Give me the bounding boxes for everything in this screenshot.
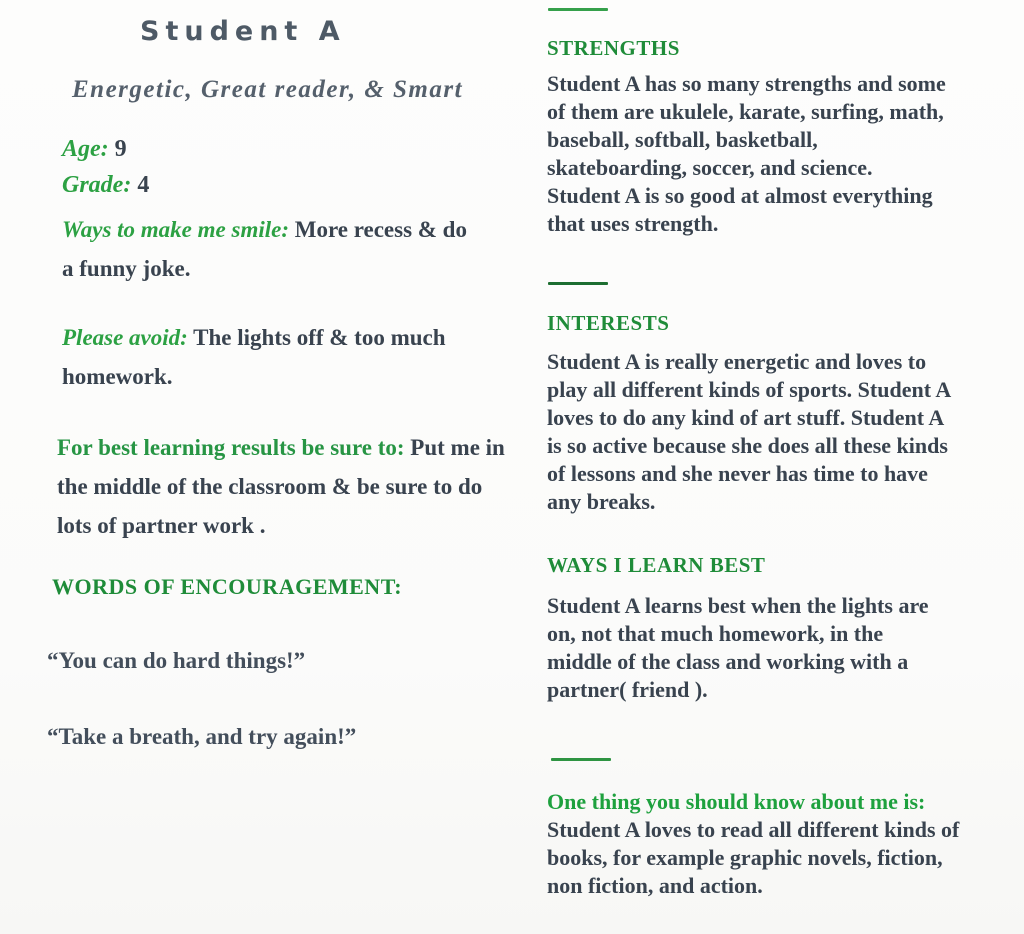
encouragement-quote-2: “Take a breath, and try again!”: [47, 724, 357, 749]
interests-heading: INTERESTS: [547, 311, 670, 335]
one-thing-paragraph: [547, 788, 971, 900]
smile-value: More recess & do a funny joke.: [62, 217, 467, 281]
strengths-paragraph: Student A has so many strengths and some of them are ukulele, karate, surfing, math, baseball, softball, basketball, skateboarding, soccer, and science. Student A is so good at almost everything that uses strength.: [547, 71, 946, 236]
age-field: [62, 136, 127, 163]
grade-value: 4: [137, 172, 150, 198]
learning-results-field: [57, 428, 509, 545]
interests-paragraph: Student A is really energetic and loves to play all different kinds of sports. Student A loves to do any kind of art stuff. Student A is so active because she does all these kinds of lessons and she never has time to have any breaks.: [547, 349, 951, 514]
encouragement-heading: WORDS OF ENCOURAGEMENT:: [52, 574, 403, 599]
grade-label: Grade:: [62, 172, 132, 198]
one-thing-value: Student A loves to read all different kinds of books, for example graphic novels, fiction, non fiction, and action.: [547, 817, 960, 898]
avoid-label: Please avoid:: [62, 325, 188, 350]
section-divider-interests: [548, 282, 608, 285]
page-title: Student A: [140, 16, 346, 47]
learning-results-value: Put me in the middle of the classroom & be sure to do lots of partner work .: [57, 435, 505, 538]
age-label: Age:: [62, 136, 109, 162]
smile-field: [62, 210, 484, 288]
ways-i-learn-best-heading: WAYS I LEARN BEST: [547, 553, 766, 577]
student-traits: Energetic, Great reader, & Smart: [72, 76, 464, 103]
section-divider-one-thing: [551, 758, 611, 761]
smile-label: Ways to make me smile:: [62, 217, 289, 242]
learning-results-label: For best learning results be sure to:: [57, 435, 405, 460]
age-value: 9: [114, 136, 127, 162]
avoid-value: The lights off & too much homework.: [62, 325, 446, 389]
encouragement-quote-1: “You can do hard things!”: [47, 648, 306, 673]
section-divider-top: [548, 8, 608, 11]
strengths-heading: STRENGTHS: [547, 36, 680, 60]
avoid-field: [62, 318, 484, 396]
ways-i-learn-best-paragraph: Student A learns best when the lights are on, not that much homework, in the middle of the class and working with a partner( friend ).: [547, 593, 929, 702]
one-thing-label: One thing you should know about me is:: [547, 789, 926, 814]
grade-field: [62, 172, 149, 199]
